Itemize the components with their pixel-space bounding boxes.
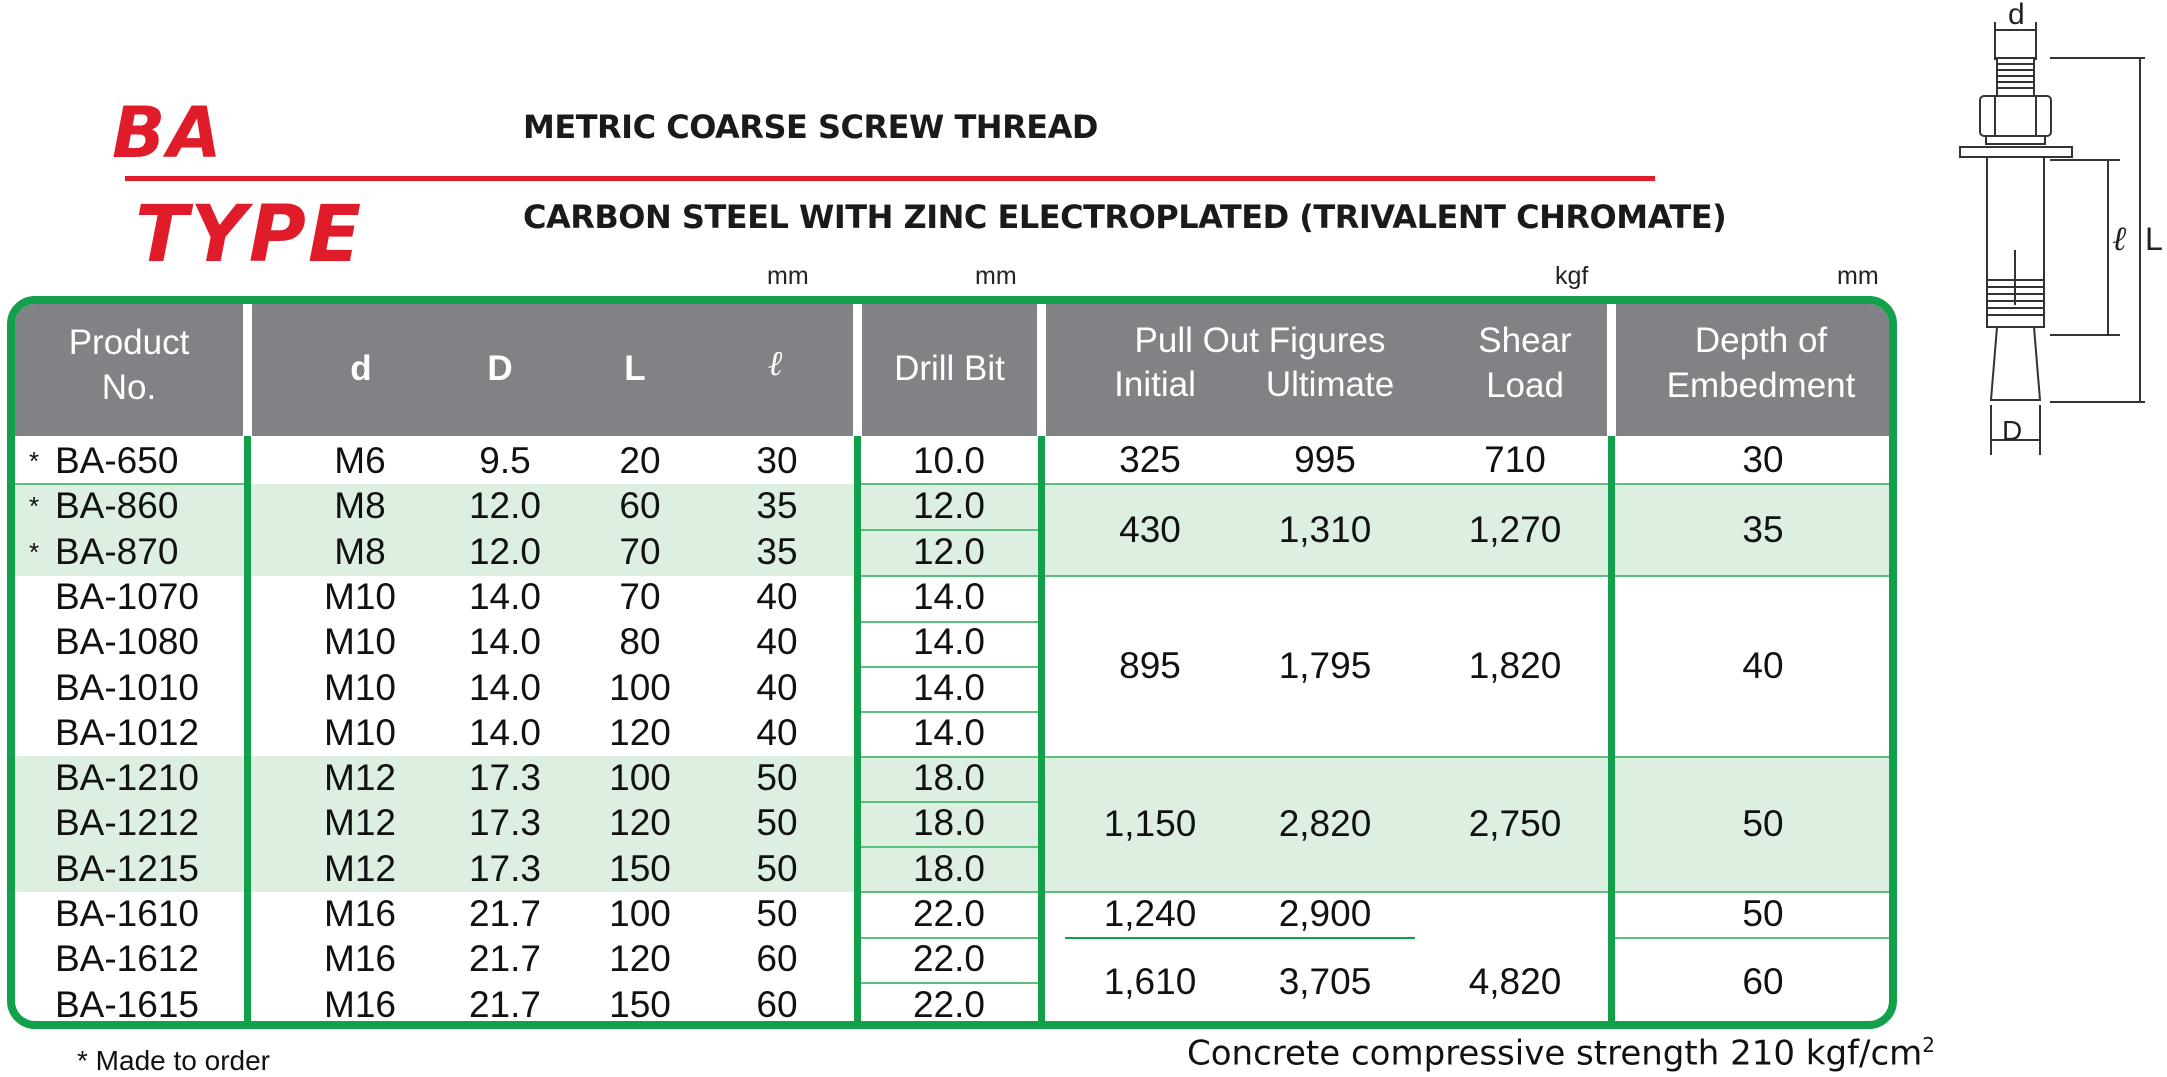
spec-table <box>7 296 1897 1029</box>
cell-drill: 14.0 <box>912 711 985 753</box>
g4-ultimate: 2,820 <box>1278 803 1372 844</box>
group-line <box>1615 937 1897 939</box>
header-shear-load: Shear Load <box>1478 321 1572 405</box>
cell-L: 120 <box>609 711 671 753</box>
diagram-label-D: D <box>2002 415 2023 446</box>
cell-L: 100 <box>609 893 671 934</box>
g3-depth: 40 <box>1742 645 1784 686</box>
cell-d: M12 <box>324 847 396 889</box>
cell-D: 12.0 <box>468 485 541 527</box>
cell-D: 17.3 <box>468 847 541 889</box>
cell-d: M10 <box>324 621 396 663</box>
cell-drill: 14.0 <box>912 575 985 617</box>
cell-l: 40 <box>756 575 798 617</box>
header-l-embed: ℓ <box>767 344 783 384</box>
header-pull-out: Pull Out Figures <box>1134 321 1386 360</box>
product-number: BA-870 <box>55 530 179 572</box>
cell-L: 80 <box>619 621 661 663</box>
cell-L: 100 <box>609 757 671 799</box>
cell-l: 50 <box>756 893 798 934</box>
group-line <box>1615 575 1897 577</box>
g4-shear: 2,750 <box>1468 803 1562 844</box>
header-product: Product No. <box>68 323 190 407</box>
diagram-label-l: ℓ <box>2112 219 2127 259</box>
g2-ultimate: 1,310 <box>1278 509 1372 550</box>
product-number: BA-1070 <box>55 575 199 617</box>
cell-d: M16 <box>324 893 396 934</box>
brand-logo-ba: BA <box>112 92 224 174</box>
cell-D: 14.0 <box>468 621 541 663</box>
cell-l: 50 <box>756 802 798 844</box>
cell-D: 14.0 <box>468 575 541 617</box>
cell-d: M10 <box>324 666 396 708</box>
g2-initial: 430 <box>1119 509 1181 550</box>
cell-L: 100 <box>609 666 671 708</box>
brand-logo-type: TYPE <box>135 190 364 280</box>
g4-depth: 50 <box>1742 803 1784 844</box>
product-number: BA-1210 <box>55 757 199 799</box>
header-ultimate: Ultimate <box>1265 365 1395 404</box>
product-number: BA-650 <box>55 440 179 481</box>
product-number: BA-1010 <box>55 666 199 708</box>
column-separator <box>244 436 251 1029</box>
header-separator <box>853 304 862 436</box>
g1-initial: 325 <box>1119 439 1181 480</box>
unit-dimensions: mm <box>767 262 809 290</box>
cell-drill: 18.0 <box>912 802 985 844</box>
cell-L: 150 <box>609 847 671 889</box>
product-number: BA-1012 <box>55 711 199 753</box>
anchor-bolt-diagram <box>1940 0 2165 470</box>
group-line <box>1065 937 1415 939</box>
cell-l: 35 <box>756 485 798 527</box>
header-D-large: D <box>487 349 513 388</box>
cell-d: M12 <box>324 802 396 844</box>
cell-d: M8 <box>334 485 386 527</box>
cell-l: 50 <box>756 847 798 889</box>
cell-drill: 18.0 <box>912 757 985 799</box>
cell-drill: 22.0 <box>912 938 985 980</box>
cell-D: 9.5 <box>479 440 531 481</box>
cell-D: 17.3 <box>468 757 541 799</box>
group-line <box>1045 756 1608 758</box>
footnote-made-to-order: * Made to order <box>77 1045 270 1076</box>
g6-depth: 60 <box>1742 961 1784 1002</box>
cell-l: 60 <box>756 983 798 1025</box>
cell-drill: 22.0 <box>912 893 985 934</box>
unit-depth: mm <box>1837 262 1879 290</box>
diagram-label-d: d <box>2008 0 2025 31</box>
concrete-strength-note: Concrete compressive strength 210 kgf/$cm^2$ <box>1187 1033 1936 1074</box>
g3-shear: 1,820 <box>1468 645 1562 686</box>
product-number: BA-1612 <box>55 938 199 980</box>
product-number: BA-1610 <box>55 893 199 934</box>
header-separator <box>243 304 252 436</box>
cell-D: 14.0 <box>468 711 541 753</box>
cell-D: 12.0 <box>468 530 541 572</box>
g2-depth: 35 <box>1742 509 1784 550</box>
product-number: BA-1212 <box>55 802 199 844</box>
cell-drill: 18.0 <box>912 847 985 889</box>
cell-d: M8 <box>334 530 386 572</box>
cell-l: 40 <box>756 621 798 663</box>
cell-d: M16 <box>324 983 396 1025</box>
shear-m16: 4,820 <box>1468 961 1562 1002</box>
cell-d: M10 <box>324 575 396 617</box>
g2-shear: 1,270 <box>1468 509 1562 550</box>
group-line <box>1615 483 1897 485</box>
cell-L: 70 <box>619 530 661 572</box>
subtitle-material: CARBON STEEL WITH ZINC ELECTROPLATED (TRIVALENT CHROMATE) <box>523 198 1727 236</box>
made-to-order-marker: * <box>29 536 40 567</box>
product-number: BA-1215 <box>55 847 199 889</box>
cell-D: 21.7 <box>468 983 541 1025</box>
cell-drill: 14.0 <box>912 621 985 663</box>
cell-L: 70 <box>619 575 661 617</box>
cell-drill: 12.0 <box>912 485 985 527</box>
cell-L: 120 <box>609 802 671 844</box>
unit-drill: mm <box>975 262 1017 290</box>
header-initial: Initial <box>1114 365 1196 404</box>
header-d-small: d <box>350 349 372 388</box>
cell-L: 60 <box>619 485 661 527</box>
header-separator <box>1607 304 1616 436</box>
cell-l: 30 <box>756 440 798 481</box>
cell-d: M10 <box>324 711 396 753</box>
cell-L: 120 <box>609 938 671 980</box>
header-separator <box>1037 304 1046 436</box>
g1-shear: 710 <box>1484 439 1546 480</box>
cell-D: 17.3 <box>468 802 541 844</box>
g6-ultimate: 3,705 <box>1278 961 1372 1002</box>
cell-drill: 10.0 <box>912 440 985 481</box>
cell-D: 21.7 <box>468 938 541 980</box>
group-line <box>1045 575 1608 577</box>
cell-l: 35 <box>756 530 798 572</box>
made-to-order-marker: * <box>29 446 40 476</box>
product-number: BA-860 <box>55 485 179 527</box>
cell-D: 14.0 <box>468 666 541 708</box>
header-divider <box>125 176 1655 181</box>
cell-l: 50 <box>756 757 798 799</box>
diagram-label-L: L <box>2145 221 2163 257</box>
header-drill-bit: Drill Bit <box>894 349 1005 388</box>
product-number: BA-1080 <box>55 621 199 663</box>
g5-initial: 1,240 <box>1103 893 1197 934</box>
group-line <box>1615 756 1897 758</box>
cell-drill: 14.0 <box>912 666 985 708</box>
product-number: BA-1615 <box>55 983 199 1025</box>
group-line <box>1045 483 1608 485</box>
g3-initial: 895 <box>1119 645 1181 686</box>
cell-l: 40 <box>756 711 798 753</box>
cell-drill: 22.0 <box>912 983 985 1025</box>
header-L: L <box>624 349 646 388</box>
cell-l: 40 <box>756 666 798 708</box>
g3-ultimate: 1,795 <box>1278 645 1372 686</box>
cell-d: M16 <box>324 938 396 980</box>
g6-initial: 1,610 <box>1103 961 1197 1002</box>
g1-ultimate: 995 <box>1294 439 1356 480</box>
cell-d: M12 <box>324 757 396 799</box>
g5-ultimate: 2,900 <box>1278 893 1372 934</box>
cell-L: 150 <box>609 983 671 1025</box>
g4-initial: 1,150 <box>1103 803 1197 844</box>
made-to-order-marker: * <box>29 491 40 522</box>
g5-depth: 50 <box>1742 893 1784 934</box>
subtitle-thread: METRIC COARSE SCREW THREAD <box>523 108 1098 146</box>
header-depth: Depth of Embedment <box>1666 321 1856 405</box>
cell-l: 60 <box>756 938 798 980</box>
g1-depth: 30 <box>1742 439 1784 480</box>
cell-D: 21.7 <box>468 893 541 934</box>
cell-d: M6 <box>334 440 386 481</box>
unit-force: kgf <box>1555 262 1589 290</box>
cell-L: 20 <box>619 440 661 481</box>
cell-drill: 12.0 <box>912 530 985 572</box>
